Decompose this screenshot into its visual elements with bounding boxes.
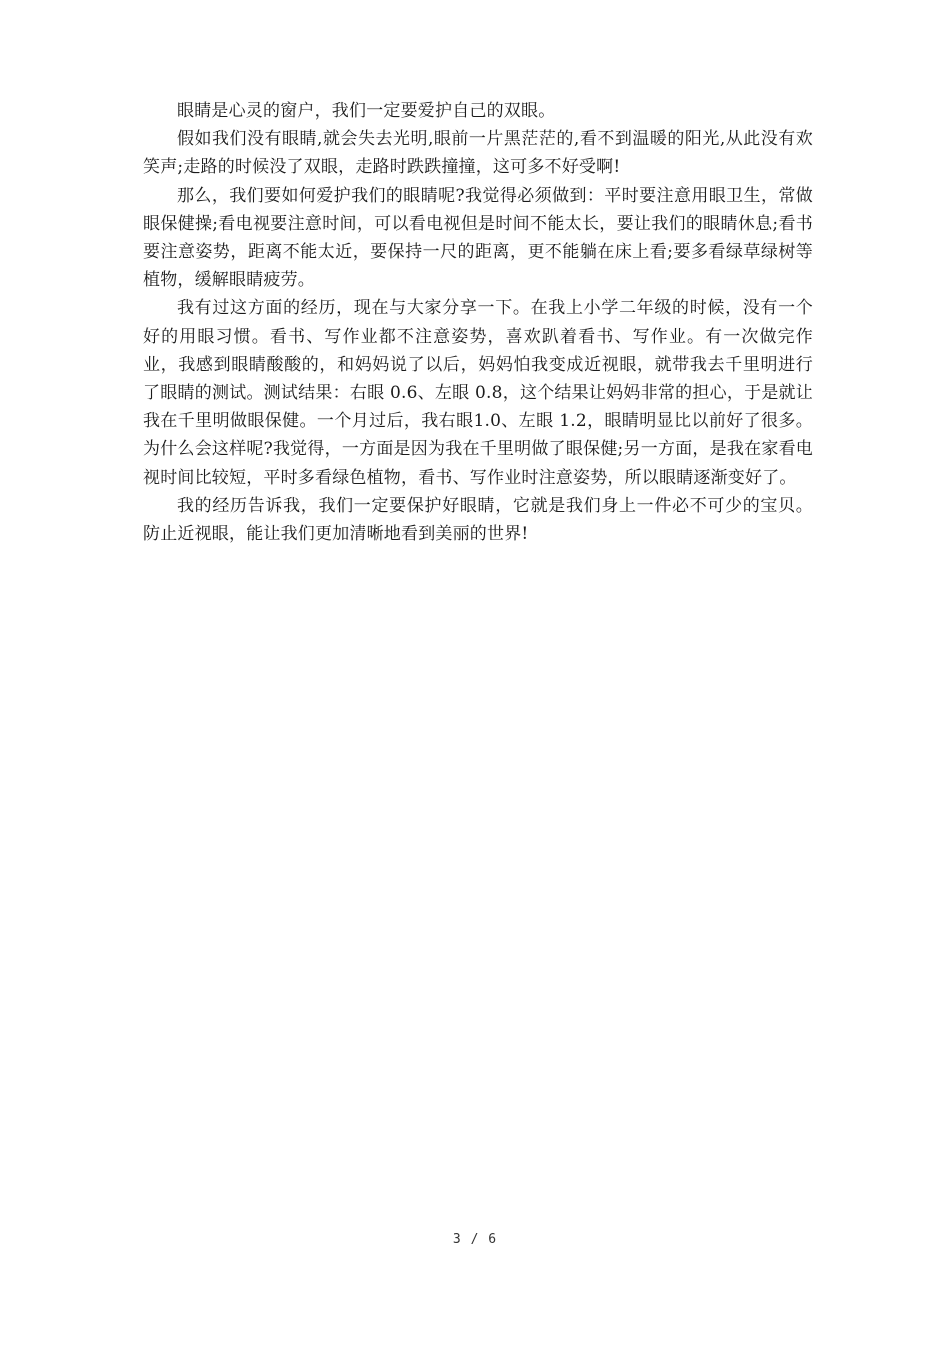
paragraph-1: 眼睛是心灵的窗户，我们一定要爱护自己的双眼。	[177, 101, 556, 121]
paragraph-2: 假如我们没有眼睛,就会失去光明,眼前一片黑茫茫的,看不到温暖的阳光,从此没有欢笑声;走路的时候没了双眼，走路时跌跌撞撞，这可多不好受啊!	[143, 129, 813, 178]
essay-body	[143, 97, 813, 548]
paragraph-4: 我有过这方面的经历，现在与大家分享一下。在我上小学二年级的时候，没有一个好的用眼习惯。看书、写作业都不注意姿势，喜欢趴着看书、写作业。有一次做完作业，我感到眼睛酸酸的，和妈妈说了以后，妈妈怕我变成近视眼，就带我去千里明进行了眼睛的测试。测试结果：右眼 0.6、左眼 0.8，这个结果让妈妈非常的担心，于是就让我在千里明做眼保健。一个月过后，我右眼1.0、左眼 1.2，眼睛明显比以前好了很多。为什么会这样呢?我觉得，一方面是因为我在千里明做了眼保健;另一方面，是我在家看电视时间比较短，平时多看绿色植物，看书、写作业时注意姿势，所以眼睛逐渐变好了。	[143, 298, 813, 488]
page-number: 3 / 6	[452, 1232, 498, 1247]
paragraph-3: 那么，我们要如何爱护我们的眼睛呢?我觉得必须做到：平时要注意用眼卫生，常做眼保健操;看电视要注意时间，可以看电视但是时间不能太长，要让我们的眼睛休息;看书要注意姿势，距离不能太近，要保持一尺的距离，更不能躺在床上看;要多看绿草绿树等植物，缓解眼睛疲劳。	[143, 185, 813, 291]
paragraph-5: 我的经历告诉我，我们一定要保护好眼睛，它就是我们身上一件必不可少的宝贝。防止近视眼，能让我们更加清晰地看到美丽的世界!	[143, 495, 813, 545]
